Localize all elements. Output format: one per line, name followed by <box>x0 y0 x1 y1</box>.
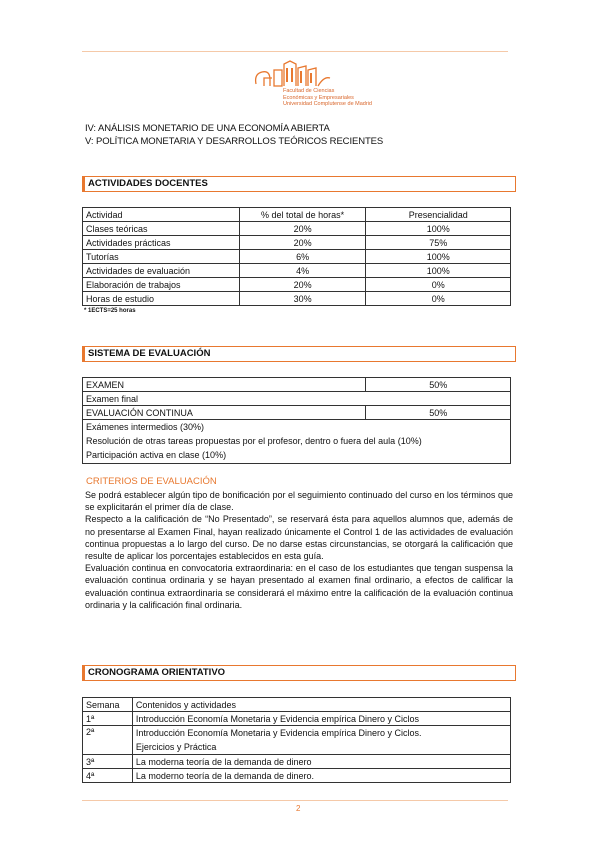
table-cell: Clases teóricas <box>83 222 240 236</box>
table-header-row <box>83 208 511 222</box>
cronograma-table <box>82 697 511 783</box>
criterios-text <box>85 489 513 611</box>
evaluacion-table <box>82 377 511 464</box>
table-cell <box>83 420 511 464</box>
table-cell: EVALUACIÓN CONTINUA <box>83 406 366 420</box>
table-cell: Elaboración de trabajos <box>83 278 240 292</box>
table-row <box>83 755 511 769</box>
table-cell: 100% <box>366 264 511 278</box>
topic-item: IV: ANÁLISIS MONETARIO DE UNA ECONOMÍA ABIERTA <box>85 123 330 134</box>
table-cell: 2ª <box>83 726 133 755</box>
section-title-cronograma: CRONOGRAMA ORIENTATIVO <box>82 665 516 681</box>
table-cell: 20% <box>239 236 366 250</box>
table-header-cell: Presencialidad <box>366 208 511 222</box>
table-row <box>83 222 511 236</box>
actividades-table <box>82 207 511 306</box>
table-header-cell: Semana <box>83 698 133 712</box>
ects-note: * 1ECTS=25 horas <box>84 308 136 314</box>
table-header-cell: % del total de horas* <box>239 208 366 222</box>
table-cell: 30% <box>239 292 366 306</box>
table-cell: 75% <box>366 236 511 250</box>
table-cell: 100% <box>366 222 511 236</box>
table-cell: 20% <box>239 278 366 292</box>
section-title-actividades: ACTIVIDADES DOCENTES <box>82 176 516 192</box>
criterios-title: CRITERIOS DE EVALUACIÓN <box>86 476 217 487</box>
table-row <box>83 236 511 250</box>
table-header-row <box>83 698 511 712</box>
table-row <box>83 378 511 392</box>
table-cell: 3ª <box>83 755 133 769</box>
table-cell: EXAMEN <box>83 378 366 392</box>
table-cell: Actividades prácticas <box>83 236 240 250</box>
table-row <box>83 278 511 292</box>
criterios-paragraph: Respecto a la calificación de “No Presentado”, se reservará ésta para aquellos alumnos que, además de no presentarse al Examen Final, hayan realizado únicamente el Control 1 de las actividades de evaluación continua propuestas a lo largo del curso. De no darse estas circunstancias, se otorgará la calificación que resulte de aplicar los porcentajes establecidos en esta guía. <box>85 514 513 562</box>
table-cell: Introducción Economía Monetaria y Evidencia empírica Dinero y Ciclos <box>132 712 510 726</box>
logo-line: Económicas y Empresariales <box>283 94 354 101</box>
criterios-paragraph: Evaluación continua en convocatoria extraordinaria: en el caso de los estudiantes que tengan suspensa la evaluación continua ordinaria y se hayan presentado al examen final ordinario, a efectos de calificar la evaluación continua extraordinaria se considerará el máximo entre la calificación de la evaluación continua ordinaria y la calificación final ordinaria. <box>85 563 513 610</box>
table-header-cell: Actividad <box>83 208 240 222</box>
table-row <box>83 264 511 278</box>
table-row <box>83 726 511 755</box>
table-cell: 50% <box>366 378 511 392</box>
evaluacion-item: Exámenes intermedios (30%) <box>86 422 205 432</box>
table-cell: 100% <box>366 250 511 264</box>
table-row <box>83 406 511 420</box>
evaluacion-item: Participación activa en clase (10%) <box>86 450 227 460</box>
table-cell: Tutorías <box>83 250 240 264</box>
evaluacion-item: Resolución de otras tareas propuestas por el profesor, dentro o fuera del aula (10%) <box>86 436 422 446</box>
table-cell: Examen final <box>83 392 511 406</box>
table-cell: Actividades de evaluación <box>83 264 240 278</box>
table-row <box>83 712 511 726</box>
section-title-evaluacion: SISTEMA DE EVALUACIÓN <box>82 346 516 362</box>
table-cell: 20% <box>239 222 366 236</box>
table-row <box>83 769 511 783</box>
topic-item: V: POLÍTICA MONETARIA Y DESARROLLOS TEÓRICOS RECIENTES <box>85 136 384 147</box>
table-cell: 4ª <box>83 769 133 783</box>
table-cell: Horas de estudio <box>83 292 240 306</box>
logo-line: Facultad de Ciencias <box>283 88 335 94</box>
table-cell: 0% <box>366 278 511 292</box>
header-rule <box>82 51 508 52</box>
footer-rule <box>82 800 508 801</box>
faculty-logo-text <box>283 88 372 108</box>
table-cell: 4% <box>239 264 366 278</box>
table-header-cell: Contenidos y actividades <box>132 698 510 712</box>
table-row <box>83 292 511 306</box>
table-row <box>83 420 511 464</box>
cronograma-line: Introducción Economía Monetaria y Evidencia empírica Dinero y Ciclos. <box>135 728 422 738</box>
page-number: 2 <box>296 804 301 813</box>
table-row <box>83 392 511 406</box>
table-cell: 1ª <box>83 712 133 726</box>
table-cell <box>132 726 510 755</box>
table-row <box>83 250 511 264</box>
table-cell: 0% <box>366 292 511 306</box>
table-cell: 50% <box>366 406 511 420</box>
criterios-paragraph: Se podrá establecer algún tipo de bonificación por el seguimiento continuado del curso en los términos que se explicitarán el primer día de clase. <box>85 490 513 513</box>
logo-line: Universidad Complutense de Madrid <box>283 101 372 107</box>
table-cell: 6% <box>239 250 366 264</box>
table-cell: La moderno teoría de la demanda de dinero. <box>132 769 510 783</box>
topic-list <box>85 122 383 148</box>
table-cell: La moderna teoría de la demanda de dinero <box>132 755 510 769</box>
cronograma-line: Ejercicios y Práctica <box>135 742 217 752</box>
